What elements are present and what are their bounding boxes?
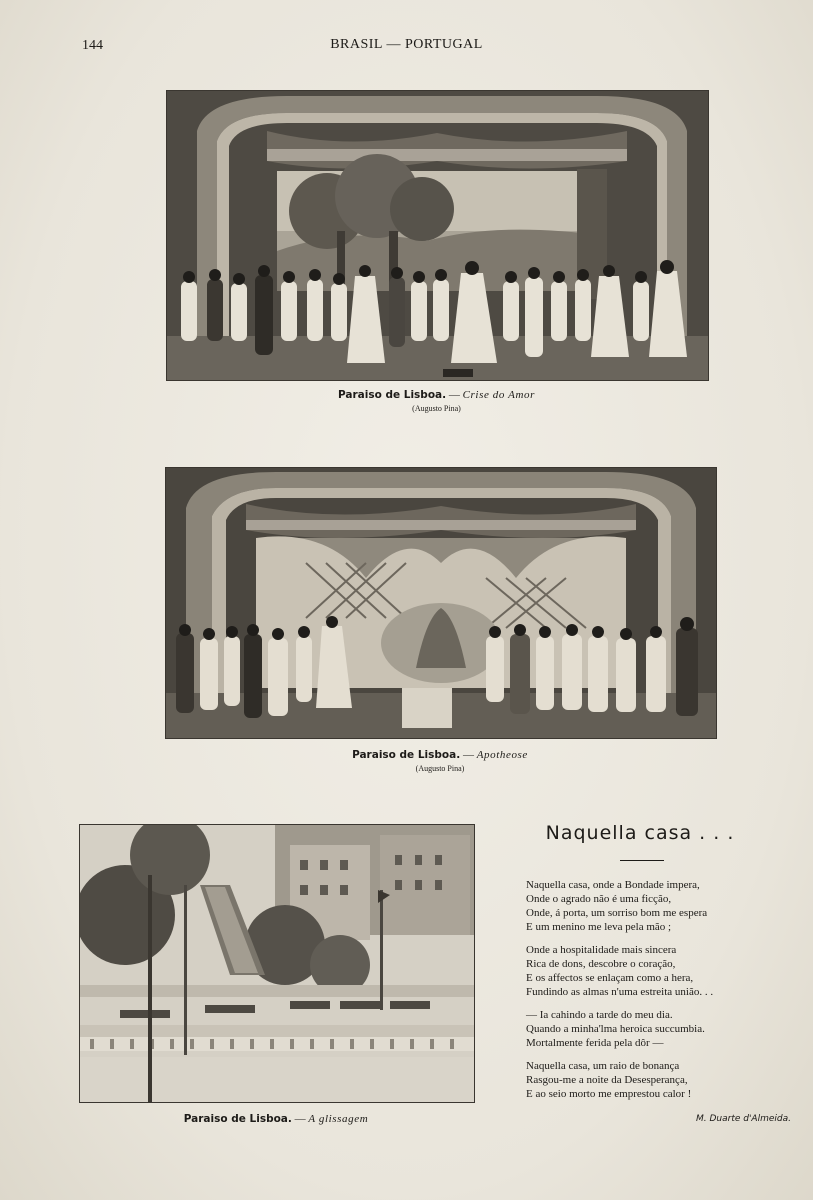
caption-separator: — (460, 749, 477, 761)
poem-verse: Onde a hospitalidade mais sincera (526, 944, 677, 956)
caption-separator: — (291, 1113, 309, 1125)
photo-stage-crise-do-amor (166, 90, 709, 381)
poem-verse: Quando a minha'lma heroica succumbia. (526, 1023, 705, 1035)
photo-stage-apotheose (165, 467, 717, 739)
poem-verse: E um menino me leva pela mão ; (526, 921, 672, 933)
poem-verse: E os affectos se enlaçam como a hera, (526, 972, 694, 984)
poem-title: Naquella casa . . . (545, 822, 735, 844)
page-number: 144 (82, 38, 103, 53)
poem-stanza (526, 1008, 776, 1050)
poem-verse: Mortalmente ferida pela dôr — (526, 1037, 664, 1049)
poem-verse: E ao seio morto me emprestou calor ! (526, 1088, 692, 1100)
credit-figure-1: (Augusto Pina) (412, 404, 461, 413)
caption-title: A glissagem (308, 1113, 369, 1125)
caption-place: Paraiso de Lisboa. (183, 1113, 292, 1125)
caption-separator: — (446, 389, 463, 401)
poem-body (526, 878, 776, 1110)
poem-verse: Naquella casa, um raio de bonança (526, 1060, 680, 1072)
credit-figure-2: (Augusto Pina) (415, 764, 465, 773)
caption-place: Paraiso de Lisboa. (352, 749, 461, 761)
poem-verse: Naquella casa, onde a Bondade impera, (526, 879, 700, 891)
stage-illustration (166, 468, 716, 738)
caption-figure-2 (165, 749, 715, 761)
poem-verse: Rica de dons, descobre o coração, (526, 958, 676, 970)
caption-title: Apotheose (476, 749, 528, 761)
caption-figure-1 (166, 389, 707, 401)
stage-illustration (167, 91, 708, 380)
caption-title: Crise do Amor (462, 389, 535, 401)
poem-author: M. Duarte d'Almeida. (695, 1114, 791, 1124)
poem-verse: Rasgou-me a noite da Desesperança, (526, 1074, 688, 1086)
poem-verse: Onde, á porta, um sorriso bom me espera (526, 907, 708, 919)
poem-stanza (526, 878, 776, 934)
poem-stanza (526, 1059, 776, 1101)
caption-place: Paraiso de Lisboa. (337, 389, 447, 401)
poem-stanza (526, 943, 776, 999)
outdoor-illustration (80, 825, 474, 1102)
caption-figure-3 (79, 1113, 473, 1125)
poem-verse: — Ia cahindo a tarde do meu dia. (526, 1009, 673, 1021)
photo-glissagem (79, 824, 475, 1103)
running-head: BRASIL — PORTUGAL (330, 37, 483, 52)
poem-verse: Fundindo as almas n'uma estreita união. . . (526, 986, 714, 998)
poem-divider (620, 860, 664, 861)
poem-verse: Onde o agrado não é uma ficção, (526, 893, 672, 905)
